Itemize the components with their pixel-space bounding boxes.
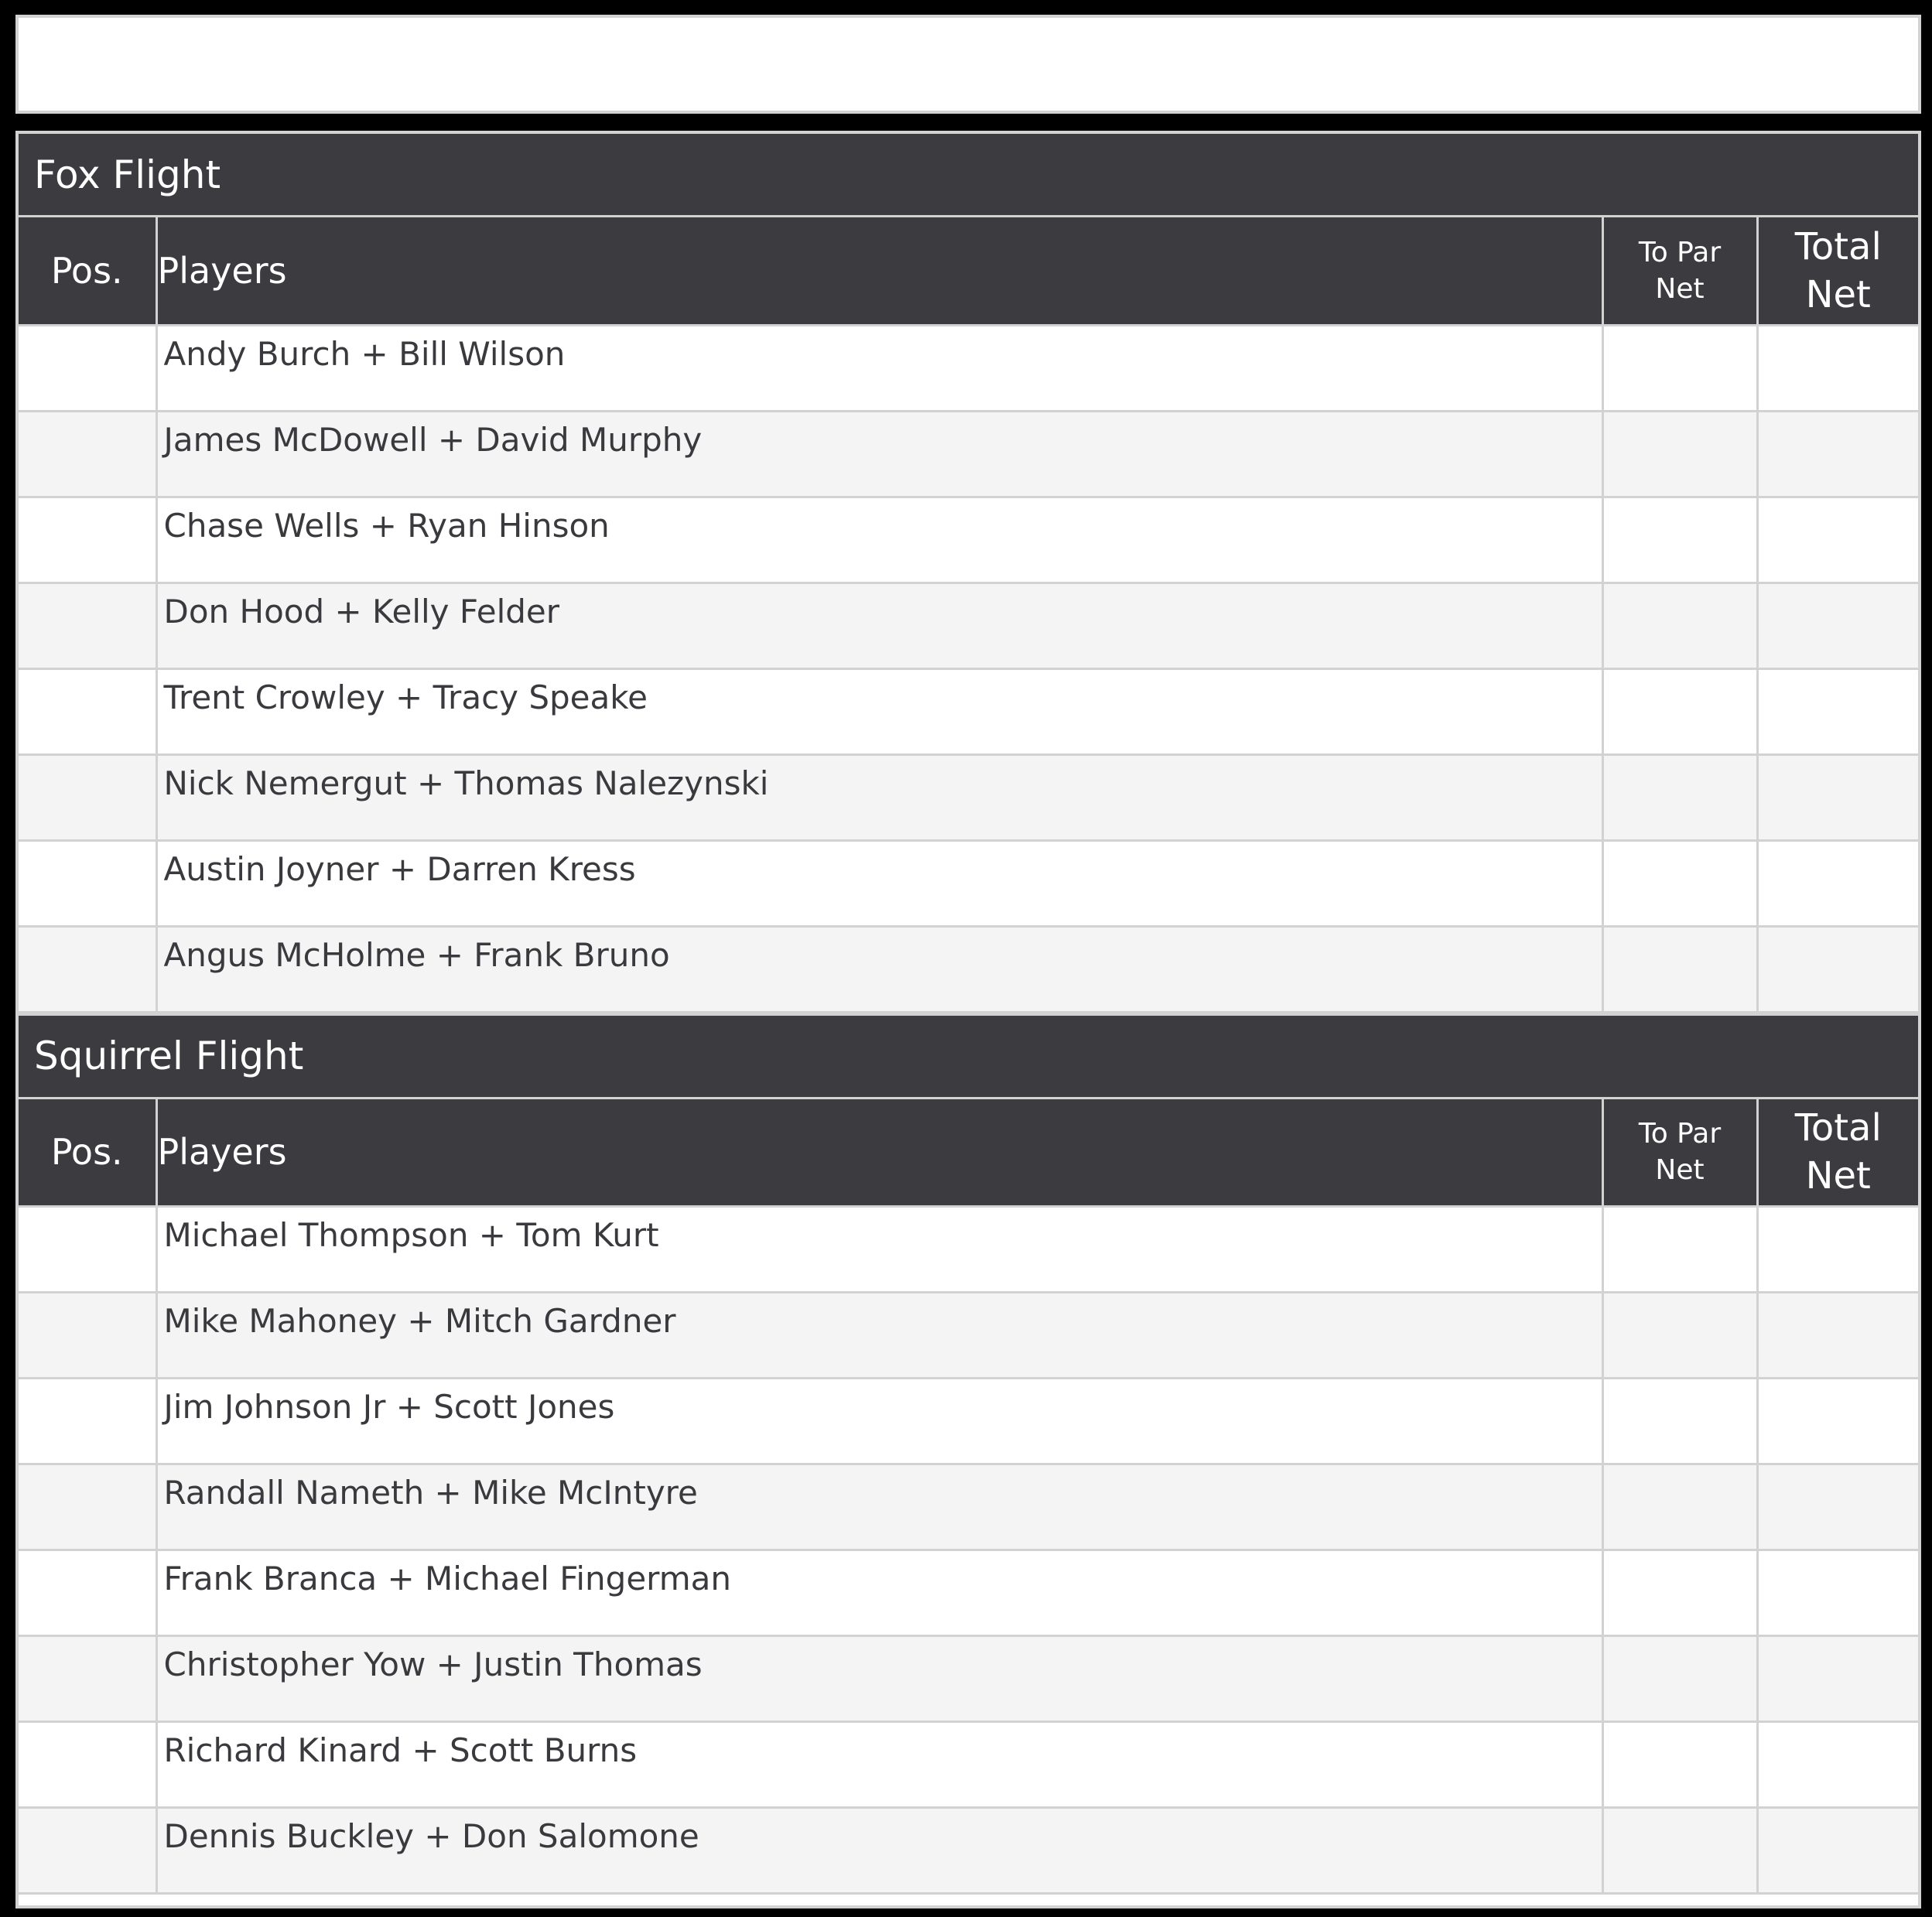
leaderboard <box>15 131 1921 1908</box>
pos-cell <box>19 754 156 840</box>
column-header-players: Players <box>156 217 1602 325</box>
players-cell: Dennis Buckley + Don Salomone <box>156 1808 1602 1894</box>
table-row <box>19 1550 1918 1636</box>
total-net-cell <box>1757 411 1918 497</box>
pos-cell <box>19 1293 156 1379</box>
table-row <box>19 754 1918 840</box>
players-cell: Nick Nemergut + Thomas Nalezynski <box>156 754 1602 840</box>
column-header-total-line1: Total <box>1794 1106 1882 1150</box>
flight-squirrel <box>19 1013 1918 1895</box>
column-header-to-par-line2: Net <box>1655 272 1705 305</box>
table-header-row <box>19 1099 1918 1207</box>
to-par-cell <box>1602 1207 1757 1293</box>
players-cell: Christopher Yow + Justin Thomas <box>156 1636 1602 1722</box>
table-row <box>19 1808 1918 1894</box>
players-cell: James McDowell + David Murphy <box>156 411 1602 497</box>
players-cell: Chase Wells + Ryan Hinson <box>156 497 1602 583</box>
players-cell: Trent Crowley + Tracy Speake <box>156 668 1602 754</box>
to-par-cell <box>1602 754 1757 840</box>
players-cell: Mike Mahoney + Mitch Gardner <box>156 1293 1602 1379</box>
to-par-cell <box>1602 926 1757 1012</box>
flight-title: Fox Flight <box>34 152 221 197</box>
table-row <box>19 1379 1918 1464</box>
table-row <box>19 583 1918 668</box>
column-header-to-par-line1: To Par <box>1638 236 1722 268</box>
total-net-cell <box>1757 1464 1918 1550</box>
column-header-pos: Pos. <box>19 1099 156 1207</box>
pos-cell <box>19 840 156 926</box>
to-par-cell <box>1602 1550 1757 1636</box>
table-row <box>19 1207 1918 1293</box>
to-par-cell <box>1602 1293 1757 1379</box>
table-row <box>19 840 1918 926</box>
pos-cell <box>19 583 156 668</box>
column-header-total-net <box>1757 217 1918 325</box>
column-header-total-net <box>1757 1099 1918 1207</box>
pos-cell <box>19 668 156 754</box>
column-header-to-par-net <box>1602 1099 1757 1207</box>
players-cell: Jim Johnson Jr + Scott Jones <box>156 1379 1602 1464</box>
column-header-to-par-line2: Net <box>1655 1154 1705 1187</box>
column-header-players: Players <box>156 1099 1602 1207</box>
flight-fox <box>19 134 1918 1013</box>
to-par-cell <box>1602 1464 1757 1550</box>
column-header-pos: Pos. <box>19 217 156 325</box>
flight-title-bar <box>19 1016 1918 1099</box>
total-net-cell <box>1757 840 1918 926</box>
to-par-cell <box>1602 1722 1757 1808</box>
total-net-cell <box>1757 1722 1918 1808</box>
total-net-cell <box>1757 325 1918 411</box>
to-par-cell <box>1602 1636 1757 1722</box>
column-header-total-line2: Net <box>1805 1154 1871 1198</box>
players-cell: Angus McHolme + Frank Bruno <box>156 926 1602 1012</box>
to-par-cell <box>1602 1808 1757 1894</box>
pos-cell <box>19 1722 156 1808</box>
players-cell: Richard Kinard + Scott Burns <box>156 1722 1602 1808</box>
to-par-cell <box>1602 411 1757 497</box>
leaderboard-table <box>19 1099 1918 1895</box>
column-header-to-par-line1: To Par <box>1638 1118 1722 1150</box>
pos-cell <box>19 1636 156 1722</box>
to-par-cell <box>1602 668 1757 754</box>
players-cell: Frank Branca + Michael Fingerman <box>156 1550 1602 1636</box>
pos-cell <box>19 325 156 411</box>
pos-cell <box>19 1550 156 1636</box>
column-header-total-line2: Net <box>1805 272 1871 316</box>
to-par-cell <box>1602 325 1757 411</box>
top-header-box <box>15 15 1921 114</box>
to-par-cell <box>1602 1379 1757 1464</box>
flight-title: Squirrel Flight <box>34 1034 304 1078</box>
pos-cell <box>19 1464 156 1550</box>
players-cell: Andy Burch + Bill Wilson <box>156 325 1602 411</box>
total-net-cell <box>1757 497 1918 583</box>
table-row <box>19 325 1918 411</box>
pos-cell <box>19 926 156 1012</box>
players-cell: Michael Thompson + Tom Kurt <box>156 1207 1602 1293</box>
table-row <box>19 1722 1918 1808</box>
pos-cell <box>19 411 156 497</box>
column-header-total-line1: Total <box>1794 224 1882 268</box>
column-header-to-par-net <box>1602 217 1757 325</box>
table-header-row <box>19 217 1918 325</box>
pos-cell <box>19 497 156 583</box>
total-net-cell <box>1757 1808 1918 1894</box>
table-row <box>19 1464 1918 1550</box>
total-net-cell <box>1757 668 1918 754</box>
total-net-cell <box>1757 926 1918 1012</box>
to-par-cell <box>1602 840 1757 926</box>
total-net-cell <box>1757 1207 1918 1293</box>
players-cell: Don Hood + Kelly Felder <box>156 583 1602 668</box>
to-par-cell <box>1602 497 1757 583</box>
total-net-cell <box>1757 1293 1918 1379</box>
table-row <box>19 497 1918 583</box>
total-net-cell <box>1757 583 1918 668</box>
total-net-cell <box>1757 1379 1918 1464</box>
table-row <box>19 1293 1918 1379</box>
total-net-cell <box>1757 1636 1918 1722</box>
flight-title-bar <box>19 134 1918 217</box>
pos-cell <box>19 1808 156 1894</box>
pos-cell <box>19 1207 156 1293</box>
players-cell: Austin Joyner + Darren Kress <box>156 840 1602 926</box>
leaderboard-table <box>19 217 1918 1013</box>
total-net-cell <box>1757 754 1918 840</box>
table-row <box>19 926 1918 1012</box>
pos-cell <box>19 1379 156 1464</box>
table-row <box>19 411 1918 497</box>
players-cell: Randall Nameth + Mike McIntyre <box>156 1464 1602 1550</box>
table-row <box>19 1636 1918 1722</box>
to-par-cell <box>1602 583 1757 668</box>
table-row <box>19 668 1918 754</box>
total-net-cell <box>1757 1550 1918 1636</box>
